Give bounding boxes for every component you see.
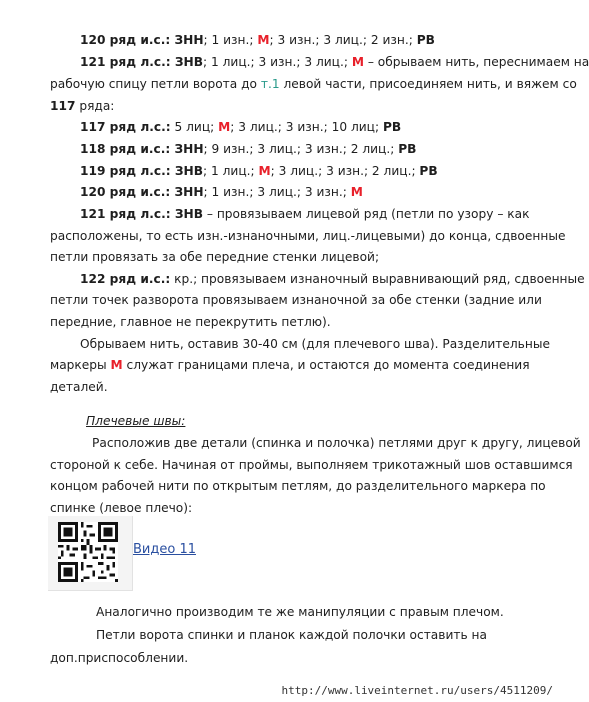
row-118-line: 118 ряд и.с.: ЗНН; 9 изн.; 3 лиц.; 3 изн.; 2 лиц.; РВ (80, 142, 417, 156)
row-121-line-3: 117 ряда: (50, 99, 115, 113)
row-121b-line: 121 ряд л.с.: ЗНВ – провязываем лицевой ряд (петли по узору – как (80, 207, 530, 221)
seam-paragraph-line-4: спинке (левое плечо): (50, 501, 193, 515)
row-label: 118 ряд и.с.: ЗНН (80, 142, 204, 156)
cut-paragraph-line-1: Обрываем нить, оставив 30-40 см (для плечевого шва). Разделительные (80, 337, 550, 351)
marker-m: М (110, 358, 123, 372)
row-122-line-3: передние, главное не перекрутить петлю). (50, 315, 331, 329)
row-label: 121 ряд л.с.: ЗНВ (80, 55, 203, 69)
end-paragraph-line-1: Аналогично производим те же манипуляции с правым плечом. (96, 605, 504, 619)
row-label: 120 ряд и.с.: ЗНН (80, 33, 204, 47)
row-label: 121 ряд л.с.: ЗНВ (80, 207, 203, 221)
row-121b-line-3: петли провязать за обе передние стенки лицевой; (50, 250, 380, 264)
marker-m: М (350, 185, 363, 199)
row-label: 117 ряд л.с.: (80, 120, 171, 134)
end-paragraph-line-3: доп.приспособлении. (50, 651, 189, 665)
section-heading: Плечевые швы: (86, 414, 186, 428)
row-122-line: 122 ряд и.с.: кр.; провязываем изнаночный выравнивающий ряд, сдвоенные (80, 272, 585, 286)
seam-paragraph-line-1: Расположив две детали (спинка и полочка) петлями друг к другу, лицевой (92, 436, 581, 450)
watermark-url: http://www.liveinternet.ru/users/4511209/ (281, 684, 553, 697)
row-121b-line-2: расположены, то есть изн.-изнаночными, лиц.-лицевыми) до конца, сдвоенные (50, 229, 566, 243)
row-121-line: 121 ряд л.с.: ЗНВ; 1 лиц.; 3 изн.; 3 лиц.; М – обрываем нить, переснимаем на (80, 55, 589, 69)
point-t1: т.1 (260, 77, 280, 91)
cut-paragraph-line-2: маркеры М служат границами плеча, и остаются до момента соединения (50, 358, 530, 372)
cut-paragraph-line-3: деталей. (50, 380, 108, 394)
row-121-line-2: рабочую спицу петли ворота до т.1 левой части, присоединяем нить, и вяжем со (50, 77, 577, 91)
row-120b-line: 120 ряд и.с.: ЗНН; 1 изн.; 3 лиц.; 3 изн.; М (80, 185, 363, 199)
end-paragraph-line-2: Петли ворота спинки и планок каждой полочки оставить на (96, 628, 487, 642)
row-label: 119 ряд л.с.: ЗНВ (80, 164, 203, 178)
row-label: 122 ряд и.с.: (80, 272, 171, 286)
marker-m: М (258, 164, 271, 178)
marker-m: М (351, 55, 364, 69)
row-119-line: 119 ряд л.с.: ЗНВ; 1 лиц.; М; 3 лиц.; 3 изн.; 2 лиц.; РВ (80, 164, 438, 178)
turn-mark: РВ (419, 164, 438, 178)
seam-paragraph-line-3: концом рабочей нити по открытым петлям, до разделительного маркера по (50, 479, 546, 493)
turn-mark: РВ (382, 120, 402, 134)
row-117-line: 117 ряд л.с.: 5 лиц; М; 3 лиц.; 3 изн.; 10 лиц; РВ (80, 120, 402, 134)
seam-paragraph-line-2: стороной к себе. Начиная от проймы, выполняем трикотажный шов оставшимся (50, 458, 573, 472)
turn-mark: РВ (416, 33, 435, 47)
row-122-line-2: петли точек разворота провязываем изнаночной за обе стенки (задние или (50, 293, 542, 307)
marker-m: М (257, 33, 270, 47)
turn-mark: РВ (398, 142, 417, 156)
video-link[interactable]: Видео 11 (133, 542, 196, 557)
row-label: 120 ряд и.с.: ЗНН (80, 185, 204, 199)
qr-code-icon[interactable] (48, 516, 133, 591)
row-120-line: 120 ряд и.с.: ЗНН; 1 изн.; М; 3 изн.; 3 лиц.; 2 изн.; РВ (80, 33, 435, 47)
marker-m: М (218, 120, 231, 134)
